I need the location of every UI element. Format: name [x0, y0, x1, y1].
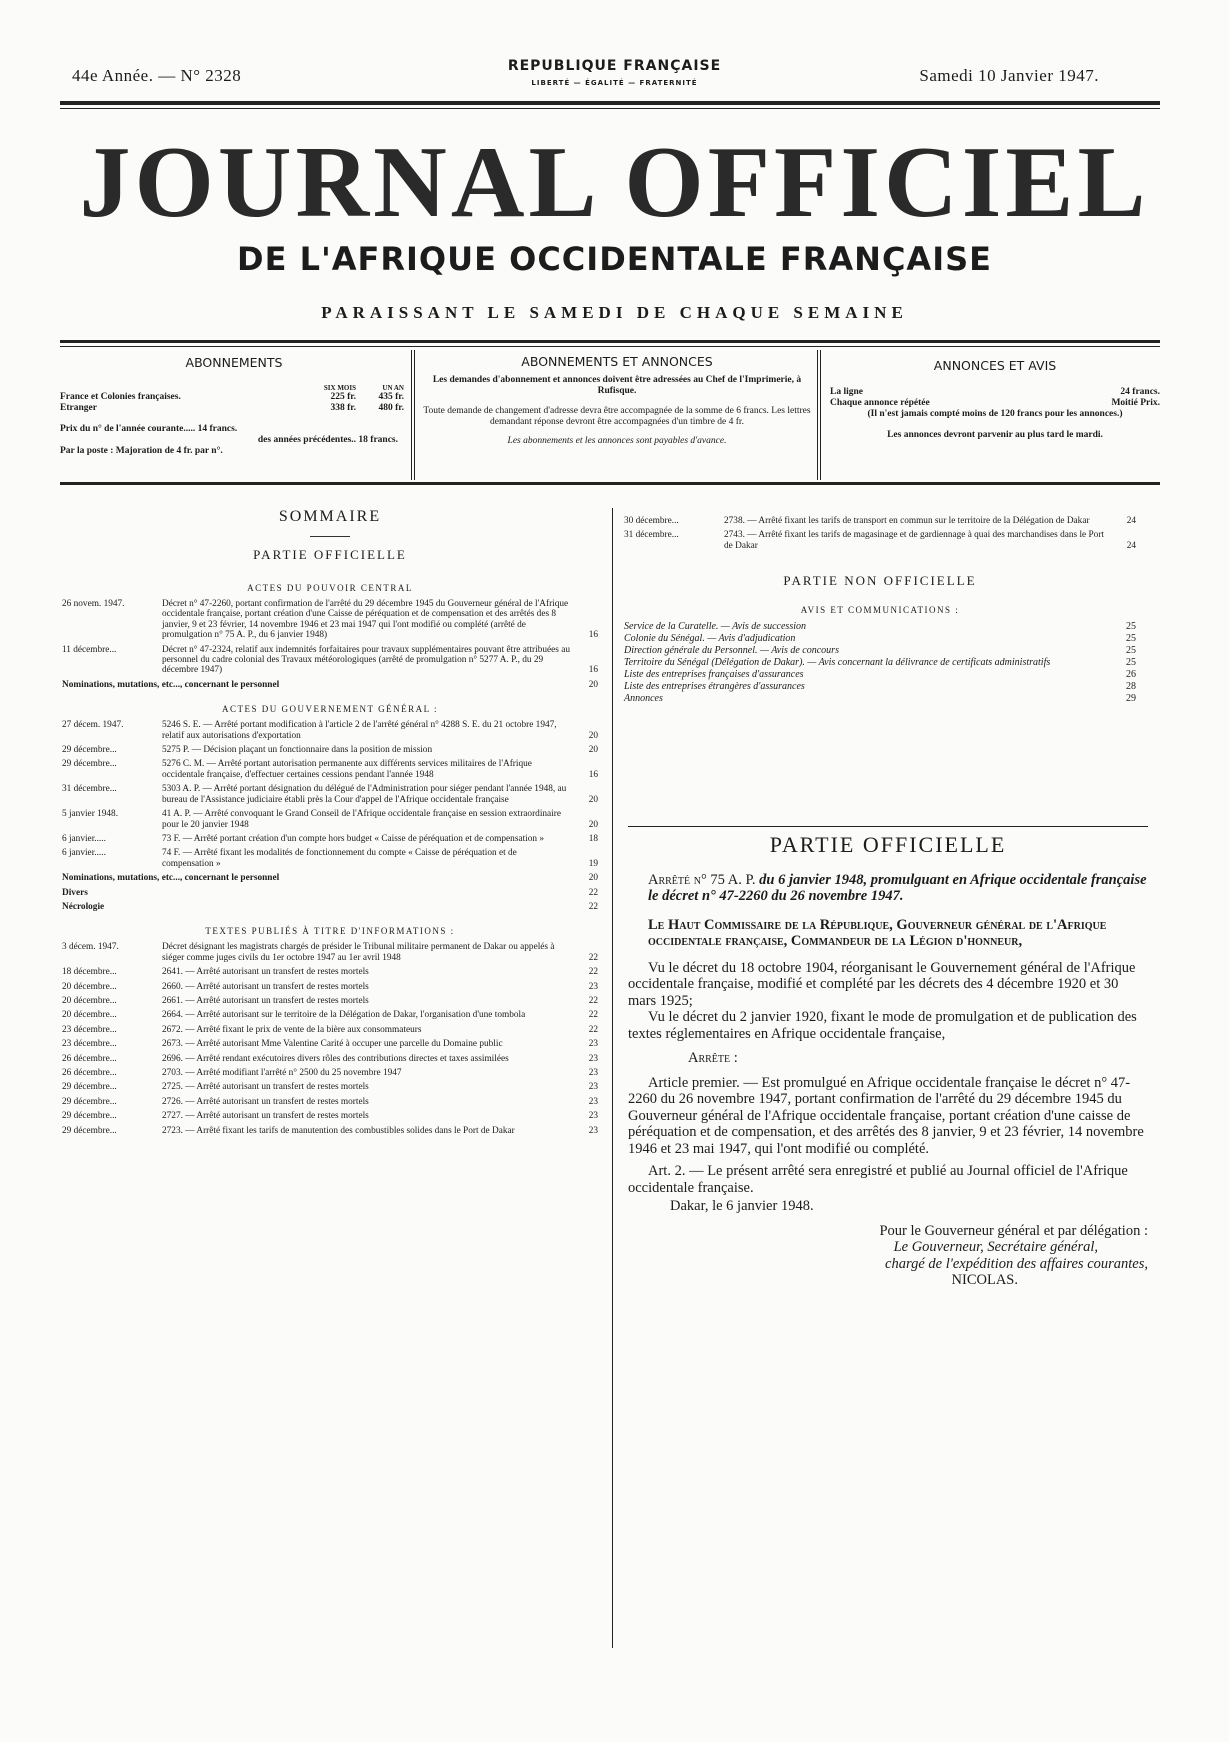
toc-date: 29 décembre...	[62, 759, 117, 770]
toc-page: 23	[588, 1096, 598, 1107]
decree-number: Arrêté n° 75 A. P.	[648, 871, 756, 888]
toc-date: 27 décem. 1947.	[62, 720, 124, 731]
issue-date: Samedi 10 Janvier 1947.	[919, 66, 1099, 85]
toc-page: 22	[588, 952, 598, 963]
toc-date: 26 décembre...	[62, 1053, 117, 1064]
toc-page: 23	[588, 1039, 598, 1050]
notice-entry	[624, 681, 1136, 693]
masthead-title: JOURNAL OFFICIEL	[79, 126, 1150, 239]
toc-page: 18	[588, 833, 598, 844]
notice-entry	[624, 669, 1136, 681]
notice-entry	[624, 657, 1136, 669]
toc-date: 29 décembre...	[62, 1096, 117, 1107]
toc-text: Décret désignant les magistrats chargés de présider le Tribunal militaire permanent de Dakar ou appelés à siéger comme juges civils du 1er octobre 1947 au 1er avril 1948	[162, 942, 555, 963]
toc-text: Décret n° 47-2324, relatif aux indemnités forfaitaires pour travaux supplémentaires pouvant être attribuées au personnel du cadre colonial des Travaux météorologiques (arrêté de promulgation n° 5277 A. P., du 29 décembre 1947)	[162, 644, 570, 676]
toc-date: 23 décembre...	[62, 1039, 117, 1050]
toc-date: 29 décembre...	[62, 1082, 117, 1093]
toc-entry	[62, 1097, 598, 1107]
toc-text: Nécrologie	[62, 901, 105, 912]
postage-note: Par la poste : Majoration de 4 fr. par n°.	[60, 446, 223, 456]
toc-page: 23	[588, 1082, 598, 1093]
toc-page: 25	[1126, 621, 1136, 633]
toc-text: 2661. — Arrêté autorisant un transfert de restes mortels	[162, 995, 369, 1006]
subscriptions-title: ABONNEMENTS	[185, 355, 283, 370]
box-divider-4	[820, 350, 821, 480]
toc-entry	[62, 1025, 598, 1035]
toc-page: 16	[588, 665, 598, 676]
col-one-year: UN AN	[382, 384, 404, 392]
toc-page: 24	[1126, 516, 1136, 526]
notice-entry	[624, 693, 1136, 705]
toc-page: 23	[588, 1053, 598, 1064]
toc-date: 29 décembre...	[62, 745, 117, 756]
notices-heading: AVIS ET COMMUNICATIONS :	[800, 605, 960, 616]
toc-page: 25	[1126, 645, 1136, 657]
toc-date: 31 décembre...	[62, 784, 117, 795]
notice-text: Service de la Curatelle. — Avis de succession	[624, 621, 806, 633]
toc-text: 2703. — Arrêté modifiant l'arrêté n° 2500 du 25 novembre 1947	[162, 1068, 402, 1078]
notice-entry	[624, 621, 1136, 633]
toc-entry	[62, 1039, 598, 1049]
toc-entry	[62, 1111, 598, 1121]
notice-text: Liste des entreprises étrangères d'assurances	[624, 681, 805, 693]
toc-date: 26 novem. 1947.	[62, 599, 125, 609]
toc-date: 30 décembre...	[624, 516, 679, 526]
ad-line-price: 24 francs.	[1120, 387, 1160, 397]
toc-entry	[62, 942, 598, 963]
toc-entry	[62, 745, 598, 755]
toc-date: 20 décembre...	[62, 981, 117, 992]
toc-entry	[62, 809, 598, 830]
toc-text: 74 F. — Arrêté fixant les modalités de fonctionnement du compte « Caisse de péréquation et de compensation »	[162, 848, 517, 869]
notice-text: Territoire du Sénégal (Délégation de Dakar). — Avis concernant la délivrance de certificats administratifs	[624, 657, 1051, 669]
box-divider-2	[414, 350, 415, 480]
section-central-power: ACTES DU POUVOIR CENTRAL	[247, 583, 413, 593]
signature-name: NICOLAS.	[951, 1272, 1018, 1288]
decree-title: du 6 janvier 1948, promulguant en Afrique occidentale française le décret n° 47-2260 du 26 novembre 1947.	[648, 871, 1147, 904]
toc-page: 26	[1126, 669, 1136, 681]
toc-text: Divers	[62, 887, 88, 898]
toc-date: 3 décem. 1947.	[62, 942, 119, 953]
official-top-rule	[628, 826, 1148, 827]
decree-authority: Le Haut Commissaire de la République, Gouverneur général de l'Afrique occidentale française, Commandeur de la Légion d'honneur,	[648, 916, 1107, 949]
toc-entry	[62, 873, 598, 883]
toc-page: 22	[588, 887, 598, 898]
toc-page: 24	[1126, 540, 1136, 551]
summary-left-column	[62, 508, 598, 1140]
toc-text: 2743. — Arrêté fixant les tarifs de magasinage et de gardiennage à quai des marchandises dans le Port de Dakar	[724, 530, 1105, 551]
toc-page: 23	[588, 1125, 598, 1136]
ad-line-label: La ligne	[830, 387, 863, 397]
subs-ads-box	[420, 350, 814, 480]
toc-date: 29 décembre...	[62, 1125, 117, 1136]
toc-text: 2672. — Arrêté fixant le prix de vente de la bière aux consommateurs	[162, 1024, 422, 1035]
toc-text: 2725. — Arrêté autorisant un transfert de restes mortels	[162, 1082, 369, 1093]
ad-deadline: Les annonces devront parvenir au plus tard le mardi.	[887, 430, 1103, 440]
toc-text: 5276 C. M. — Arrêté portant autorisation permanente aux différents services militaires de l'Afrique occidentale française, d'effectuer certaines cessions pendant l'année 1948	[162, 759, 532, 780]
article-2: Art. 2. — Le présent arrêté sera enregistré et publié au Journal officiel de l'Afrique occidentale française.	[628, 1163, 1128, 1196]
toc-entry	[62, 888, 598, 898]
toc-text: 2726. — Arrêté autorisant un transfert de restes mortels	[162, 1096, 369, 1107]
toc-page: 23	[588, 981, 598, 992]
non-official-heading: PARTIE NON OFFICIELLE	[783, 573, 977, 589]
subs-ads-title: ABONNEMENTS ET ANNONCES	[521, 354, 713, 369]
ad-min-note: (Il n'est jamais compté moins de 120 francs pour les annonces.)	[867, 409, 1123, 419]
toc-page: 22	[588, 1010, 598, 1021]
box-divider-3	[817, 350, 818, 480]
toc-text: 2664. — Arrêté autorisant sur le territoire de la Délégation de Dakar, l'organisation d'une tombola	[162, 1010, 526, 1021]
toc-entry	[62, 967, 598, 977]
toc-page: 16	[588, 630, 598, 641]
toc-text: Décret n° 47-2260, portant confirmation de l'arrêté du 29 décembre 1945 du Gouverneur général de l'Afrique occidentale française, portant création d'une Caisse de péréquation et de compensation et des arrêtés des 8 janvier, 9 et 23 février, 14 novembre 1946 et 23 mai 1947 qui l'ont modifié ou complété (arrêté de promulgation n° 75 A. P., du 6 janvier 1948)	[162, 599, 569, 641]
toc-text: 5246 S. E. — Arrêté portant modification à l'article 2 de l'arrêté général n° 4288 S. E. du 21 octobre 1947, relatif aux autorisations d'exportation	[162, 720, 557, 741]
summary-right-column	[624, 516, 1136, 705]
toc-entry	[62, 680, 598, 690]
toc-entry	[62, 834, 598, 844]
toc-page: 19	[588, 858, 598, 869]
motto: LIBERTÉ — ÉGALITÉ — FRATERNITÉ	[531, 79, 698, 87]
toc-entry	[62, 1126, 598, 1136]
toc-entry	[62, 1054, 598, 1064]
subs-ads-p1: Les demandes d'abonnement et annonces doivent être adressées au Chef de l'Imprimerie, à Rufisque.	[432, 375, 802, 396]
toc-date: 20 décembre...	[62, 995, 117, 1006]
ads-box	[830, 350, 1160, 480]
column-divider	[612, 508, 613, 1648]
toc-entry	[62, 996, 598, 1006]
toc-date: 20 décembre...	[62, 1010, 117, 1021]
toc-entry	[62, 902, 598, 912]
toc-entry	[62, 1010, 598, 1020]
toc-page: 23	[588, 1068, 598, 1078]
box-divider-1	[411, 350, 412, 480]
masthead-rule-2	[60, 346, 1160, 347]
notice-text: Direction générale du Personnel. — Avis de concours	[624, 645, 839, 657]
toc-text: 2696. — Arrêté rendant exécutoires divers rôles des contributions directes et taxes assimilées	[162, 1053, 509, 1064]
section-information-texts: TEXTES PUBLIÉS À TITRE D'INFORMATIONS :	[205, 926, 455, 937]
toc-page: 16	[588, 769, 598, 780]
article-1: Article premier. — Est promulgué en Afrique occidentale française le décret n° 47-2260 du 26 novembre 1947, portant confirmation de l'arrêté du 29 décembre 1945 du Gouverneur général de l'Afrique occidentale française, portant création d'une caisse de péréquation et de compensation, et des arrêtés des 8 janvier, 9 et 23 février, 14 novembre 1946 et 23 mai 1947, qui l'ont modifié ou complété.	[628, 1074, 1144, 1157]
notice-entry	[624, 633, 1136, 645]
toc-page: 25	[1126, 633, 1136, 645]
vu-2: Vu le décret du 2 janvier 1920, fixant le mode de promulgation et de publication des textes réglementaires en Afrique occidentale française,	[628, 1009, 1137, 1042]
toc-entry	[62, 1068, 598, 1078]
signature-role-1: Le Gouverneur, Secrétaire général,	[893, 1239, 1098, 1255]
toc-text: 5275 P. — Décision plaçant un fonctionnaire dans la position de mission	[162, 745, 433, 756]
toc-text: Nominations, mutations, etc..., concernant le personnel	[62, 679, 280, 690]
toc-entry	[62, 645, 598, 676]
toc-date: 6 janvier.....	[62, 848, 106, 859]
vu-1: Vu le décret du 18 octobre 1904, réorganisant le Gouvernement général de l'Afrique occidentale française, modifié et complété par les décrets des 4 décembre 1920 et 30 mars 1925;	[628, 959, 1136, 1009]
ad-repeat-label: Chaque annonce répétée	[830, 398, 930, 408]
toc-page: 29	[1126, 693, 1136, 705]
section-general-government: ACTES DU GOUVERNEMENT GÉNÉRAL :	[222, 704, 438, 715]
notice-text: Liste des entreprises françaises d'assurances	[624, 669, 804, 681]
header-rule-thin	[60, 108, 1160, 109]
toc-text: 5303 A. P. — Arrêté portant désignation du délégué de l'Administration pour siéger pendant l'année 1948, au bureau de l'Assistance judiciaire établi près la Cour d'appel de l'Afrique occidentale française	[162, 784, 567, 805]
toc-page: 22	[588, 901, 598, 912]
toc-date: 18 décembre...	[62, 967, 117, 978]
toc-page: 20	[588, 794, 598, 805]
price-current: Prix du n° de l'année courante..... 14 francs.	[60, 424, 238, 434]
toc-page: 22	[588, 995, 598, 1006]
republic-label: REPUBLIQUE FRANÇAISE	[507, 58, 722, 74]
subscription-row: France et Colonies françaises. 225 fr. 435 fr.	[60, 392, 404, 402]
toc-text: 73 F. — Arrêté portant création d'un compte hors budget « Caisse de péréquation et de compensation »	[162, 833, 545, 844]
toc-entry	[62, 784, 598, 805]
toc-date: 11 décembre...	[62, 644, 117, 655]
toc-page: 22	[588, 1024, 598, 1035]
header-rule-top	[60, 101, 1160, 105]
price-previous: des années précédentes.. 18 francs.	[257, 435, 398, 445]
toc-entry	[62, 720, 598, 741]
toc-date: 23 décembre...	[62, 1024, 117, 1035]
toc-entry	[62, 982, 598, 992]
toc-date: 6 janvier.....	[62, 833, 106, 844]
place-date: Dakar, le 6 janvier 1948.	[670, 1198, 814, 1214]
toc-page: 23	[588, 1111, 598, 1122]
toc-text: 2660. — Arrêté autorisant un transfert de restes mortels	[162, 981, 369, 992]
subs-ads-p3: Les abonnements et les annonces sont payables d'avance.	[507, 436, 727, 446]
toc-date: 26 décembre...	[62, 1068, 117, 1078]
notice-text: Annonces	[624, 693, 663, 705]
notice-entry	[624, 645, 1136, 657]
toc-entry	[624, 530, 1136, 551]
masthead-rule-1	[60, 340, 1160, 343]
toc-entry	[62, 599, 598, 641]
subscription-row: Etranger 338 fr. 480 fr.	[60, 403, 404, 413]
issue-number: 44e Année. — N° 2328	[72, 66, 242, 85]
notice-text: Colonie du Sénégal. — Avis d'adjudication	[624, 633, 796, 645]
official-heading: PARTIE OFFICIELLE	[769, 832, 1007, 857]
toc-entry	[62, 848, 598, 869]
toc-text: 41 A. P. — Arrêté convoquant le Grand Conseil de l'Afrique occidentale française en session extraordinaire pour le 20 janvier 1948	[162, 809, 561, 830]
arrete-label: Arrête :	[688, 1050, 738, 1066]
toc-text: 2641. — Arrêté autorisant un transfert de restes mortels	[162, 967, 369, 978]
toc-page: 25	[1126, 657, 1136, 669]
official-text	[628, 826, 1148, 1289]
toc-date: 5 janvier 1948.	[62, 809, 119, 820]
toc-text: 2673. — Arrêté autorisant Mme Valentine Carité à occuper une parcelle du Domaine public	[162, 1039, 503, 1050]
col-six-months: SIX MOIS	[323, 384, 356, 392]
ads-title: ANNONCES ET AVIS	[933, 358, 1057, 373]
toc-entry	[624, 516, 1136, 526]
masthead-frequency: PARAISSANT LE SAMEDI DE CHAQUE SEMAINE	[321, 303, 908, 322]
summary-official-heading: PARTIE OFFICIELLE	[253, 547, 407, 562]
ad-repeat-price: Moitié Prix.	[1111, 398, 1160, 408]
toc-text: Nominations, mutations, etc..., concernant le personnel	[62, 873, 280, 884]
toc-date: 29 décembre...	[62, 1111, 117, 1122]
toc-text: 2738. — Arrêté fixant les tarifs de transport en commun sur le territoire de la Délégation de Dakar	[724, 516, 1090, 526]
summary-title: SOMMAIRE	[278, 508, 382, 525]
toc-entry	[62, 759, 598, 780]
masthead-subtitle: DE L'AFRIQUE OCCIDENTALE FRANÇAISE	[237, 240, 992, 278]
toc-entry	[62, 1082, 598, 1092]
toc-text: 2727. — Arrêté autorisant un transfert de restes mortels	[162, 1111, 369, 1122]
toc-page: 20	[588, 730, 598, 741]
subs-ads-p2: Toute demande de changement d'adresse devra être accompagnée de la somme de 6 francs. Les lettres demandant réponse devront être accompagnées d'un timbre de 4 fr.	[423, 406, 811, 427]
toc-page: 28	[1126, 681, 1136, 693]
toc-text: 2723. — Arrêté fixant les tarifs de manutention des combustibles solides dans le Port de Dakar	[162, 1125, 515, 1136]
toc-date: 31 décembre...	[624, 530, 679, 541]
signature-role-2: chargé de l'expédition des affaires courantes,	[885, 1255, 1148, 1272]
subscriptions-box	[60, 350, 408, 480]
boxes-bottom-rule	[60, 482, 1160, 485]
toc-page: 20	[588, 819, 598, 830]
toc-page: 22	[588, 967, 598, 978]
signature-intro: Pour le Gouverneur général et par délégation :	[879, 1222, 1148, 1239]
toc-page: 20	[588, 679, 598, 690]
toc-page: 20	[588, 873, 598, 884]
toc-page: 20	[588, 745, 598, 756]
